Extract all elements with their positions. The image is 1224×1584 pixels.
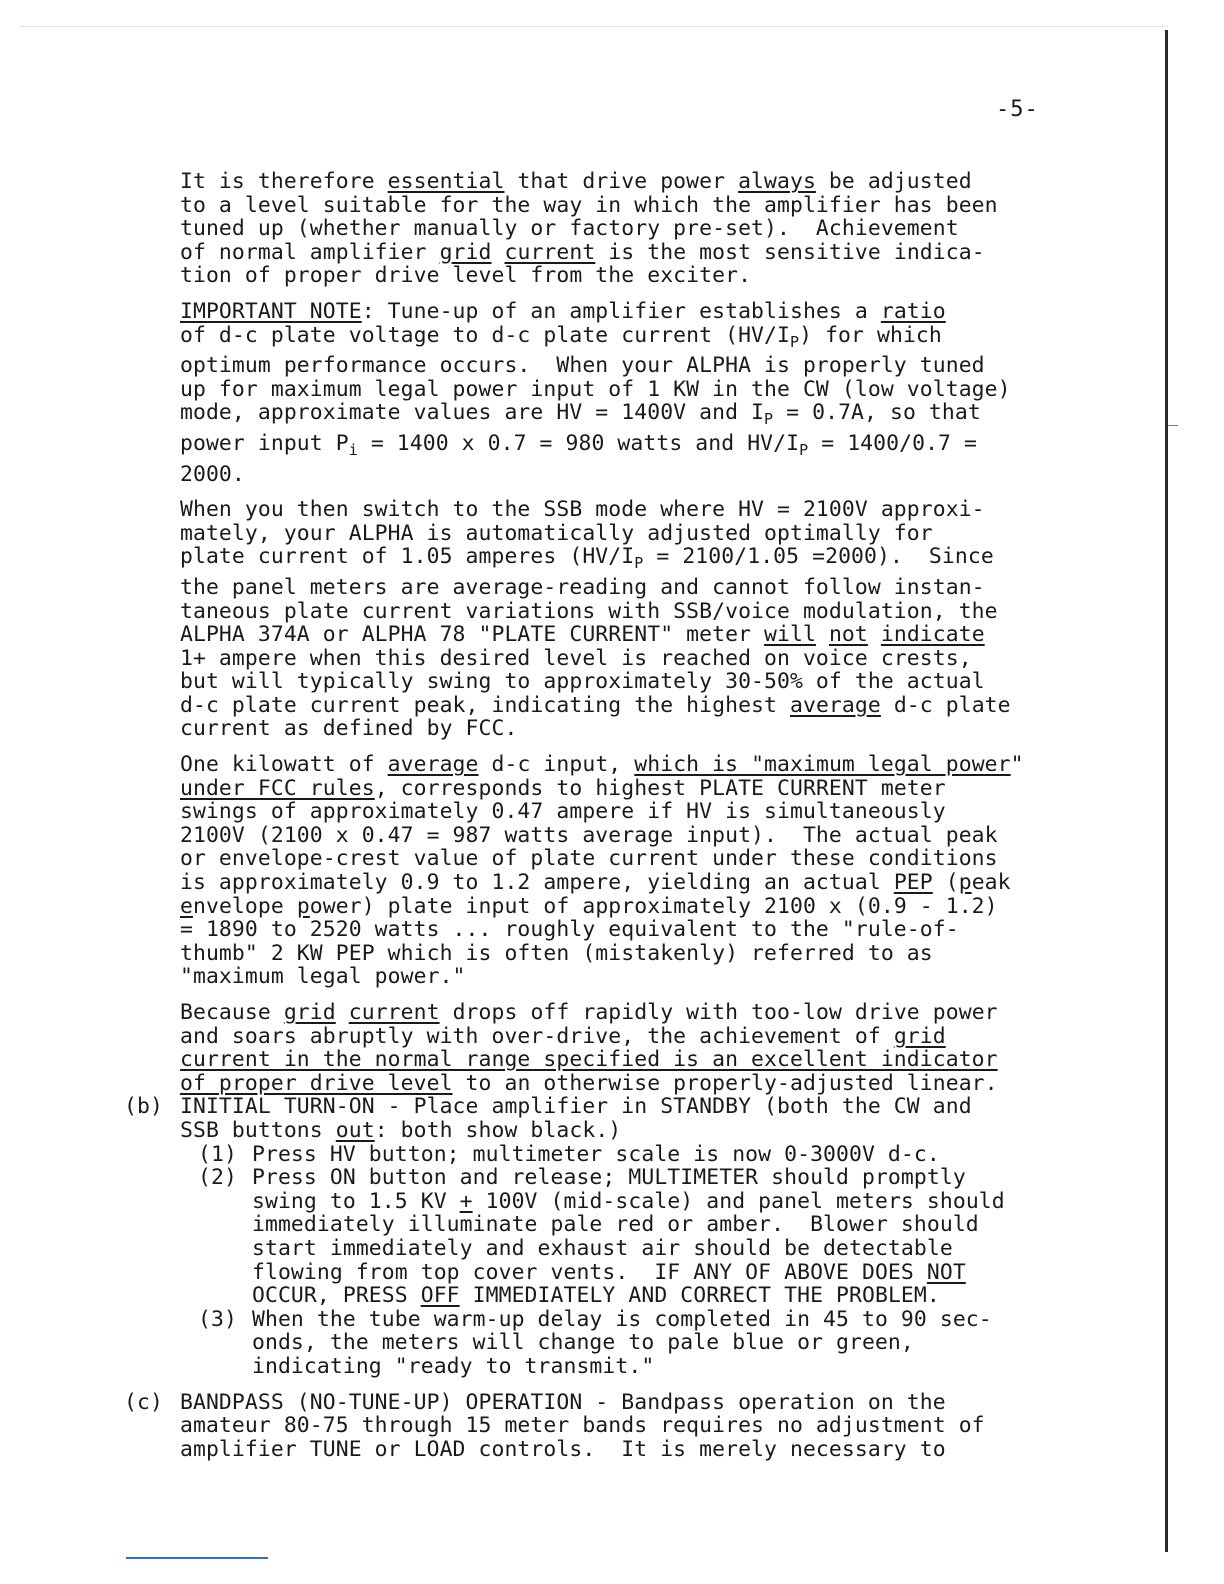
text-line: up for maximum legal power input of 1 KW in the CW (low voltage) (180, 376, 1011, 402)
scan-bottom-mark (126, 1557, 268, 1559)
text-line: of proper drive level to an otherwise properly-adjusted linear. (180, 1070, 998, 1096)
text-line: "maximum legal power." (180, 964, 466, 990)
step-2 (198, 1166, 1160, 1308)
text-line: immediately illuminate pale red or amber. Blower should (252, 1212, 979, 1238)
text-line: Press ON button and release; MULTIMETER should promptly (252, 1165, 966, 1191)
document-body (124, 169, 1160, 1473)
page-number: -5- (996, 97, 1039, 122)
text-line: BANDPASS (NO-TUNE-UP) OPERATION - Bandpass operation on the (180, 1389, 946, 1415)
text-line: tion of proper drive level from the exciter. (180, 263, 752, 289)
text-line: flowing from top cover vents. IF ANY OF ABOVE DOES NOT (252, 1259, 966, 1285)
text-line: taneous plate current variations with SSB/voice modulation, the (180, 598, 998, 624)
text-line: d-c plate current peak, indicating the highest average d-c plate (180, 692, 1011, 718)
text-line: 1+ ampere when this desired level is reached on voice crests, (180, 645, 972, 671)
step-3 (198, 1308, 1160, 1379)
text-line: swings of approximately 0.47 ampere if HV is simultaneously (180, 799, 946, 825)
text-line: current in the normal range specified is an excellent indicator (180, 1047, 998, 1073)
text-line: mately, your ALPHA is automatically adjusted optimally for (180, 520, 933, 546)
text-line: amplifier TUNE or LOAD controls. It is merely necessary to (180, 1436, 946, 1462)
text-line: When the tube warm-up delay is completed in 45 to 90 sec- (252, 1306, 992, 1332)
text-line: 2000. (180, 461, 245, 487)
section-bandpass-operation (124, 1389, 1160, 1462)
paragraph-drive-power (180, 170, 1160, 288)
text-line: 2100V (2100 x 0.47 = 987 watts average input). The actual peak (180, 822, 998, 848)
text-line: of d-c plate voltage to d-c plate current $(HV/I_P)$ for which (180, 322, 942, 351)
text-line: IMPORTANT NOTE: Tune-up of an amplifier establishes a ratio (180, 298, 946, 324)
text-line: envelope power) plate input of approximately 2100 x (0.9 - 1.2) (180, 893, 998, 919)
section-marker-c: (c) (124, 1389, 163, 1415)
border-tick-mark (1168, 425, 1178, 426)
section-initial-turn-on (124, 1094, 1160, 1379)
text-line: current as defined by FCC. (180, 716, 518, 742)
step-number: (1) (198, 1141, 237, 1167)
page-right-border (1165, 30, 1168, 1552)
paragraph-important-note (180, 300, 1160, 486)
text-line: indicating "ready to transmit." (252, 1353, 655, 1379)
text-line: is approximately 0.9 to 1.2 ampere, yielding an actual PEP (peak (180, 870, 1011, 896)
text-line: = 1890 to 2520 watts ... roughly equivalent to the "rule-of- (180, 917, 959, 943)
section-marker-b: (b) (124, 1094, 163, 1120)
text-line: under FCC rules, corresponds to highest PLATE CURRENT meter (180, 775, 946, 801)
text-line: OCCUR, PRESS OFF IMMEDIATELY AND CORRECT THE PROBLEM. (252, 1283, 940, 1309)
text-line: It is therefore essential that drive power always be adjusted (180, 169, 972, 194)
text-line: of normal amplifier grid current is the most sensitive indica- (180, 239, 985, 265)
text-line: Because grid current drops off rapidly with too-low drive power (180, 1000, 998, 1025)
text-line: optimum performance occurs. When your ALPHA is properly tuned (180, 353, 985, 379)
text-line: to a level suitable for the way in which the amplifier has been (180, 192, 998, 218)
text-line: onds, the meters will change to pale blue or green, (252, 1330, 914, 1356)
text-line: thumb" 2 KW PEP which is often (mistakenly) referred to as (180, 940, 933, 966)
text-line: but will typically swing to approximately 30-50% of the actual (180, 669, 985, 695)
text-line: or envelope-crest value of plate current under these conditions (180, 846, 998, 872)
paragraph-ssb-mode (180, 498, 1160, 741)
text-line: When you then switch to the SSB mode where HV = 2100V approxi- (180, 497, 985, 523)
text-line: amateur 80-75 through 15 meter bands requires no adjustment of (180, 1413, 985, 1439)
text-line: start immediately and exhaust air should be detectable (252, 1235, 953, 1261)
text-line: power input $P_i = 1400$ x 0.7 = 980 watts and $HV/I_P = 1400/0.7$ = (180, 430, 977, 459)
text-line: mode, approximate values are HV = 1400V and $I_P = 0.7A$, so that (180, 400, 981, 429)
step-number: (2) (198, 1165, 237, 1191)
text-line: tuned up (whether manually or factory pre-set). Achievement (180, 216, 959, 242)
text-line: plate current of 1.05 amperes $(HV/I_P = 2100/1.05 =2000)$. Since (180, 544, 994, 573)
text-line: One kilowatt of average d-c input, which is "maximum legal power" (180, 752, 1024, 778)
text-line: ALPHA 374A or ALPHA 78 "PLATE CURRENT" meter will not indicate (180, 622, 985, 648)
page-top-edge (20, 26, 1168, 27)
text-line: the panel meters are average-reading and cannot follow instan- (180, 574, 985, 600)
text-line: SSB buttons out: both show black.) (180, 1117, 622, 1143)
text-line: INITIAL TURN-ON - Place amplifier in STANDBY (both the CW and (180, 1094, 972, 1120)
text-line: Press HV button; multimeter scale is now 0-3000V d-c. (252, 1141, 940, 1167)
turn-on-steps (198, 1143, 1160, 1379)
paragraph-grid-current (180, 1001, 1160, 1095)
paragraph-one-kilowatt (180, 753, 1160, 989)
step-number: (3) (198, 1306, 237, 1332)
text-line: swing to 1.5 KV + 100V (mid-scale) and panel meters should (252, 1188, 1005, 1214)
step-1 (198, 1143, 1160, 1167)
text-line: and soars abruptly with over-drive, the achievement of grid (180, 1023, 946, 1049)
